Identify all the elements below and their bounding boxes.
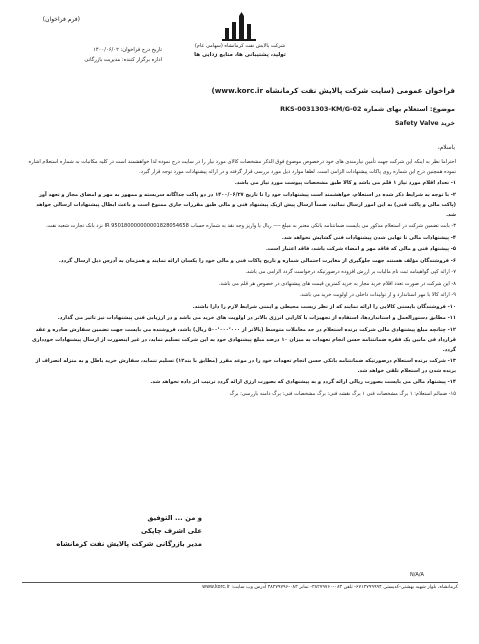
- list-item: ۱۰- فروشندگان بایستی کالایی را ارائه نمایند که از نظر زیست محیطی و ایمنی شرایط لازم را دارا باشند.: [192, 303, 456, 310]
- signature-block: [52, 512, 202, 551]
- header-meta: [22, 45, 162, 65]
- notice-body: [26, 158, 456, 401]
- signatory-name: علی اشرف چاپکی: [141, 527, 202, 535]
- signature-closing: و من ... التوفیق: [147, 514, 202, 522]
- reference-mark: N/A/A: [410, 572, 424, 578]
- refinery-logo-icon: [219, 12, 259, 42]
- list-item: ۱۲- چنانچه مبلغ پیشنهادی مالی شرکت برنده استعلام در حد معاملات متوسط (بالاتر از ۵۰۰٬۰۰۰٬۰۰۰ ریال) باشد، فروشنده می بایست جهت تضمین سفارش صادره و عقد قرارداد فی مابین یک فقره ضمانتنامه حسن انجام تعهدات به میزان ۱۰ درصد مبلغ پیشنهادی خود به این شرکت تسلیم نماید، در غیر اینصورت از ارسال پیشنهادات خودداری گردد.: [31, 326, 456, 353]
- notice-subject: موضوع: استعلام بهای شماره RKS-0031303-KM/G-02: [280, 105, 455, 113]
- list-item: ۸- این شرکت در صورت تعدد اقلام خرید مجاز به خرید کمترین قیمت های پیشنهادی در خصوص هر قلم می باشد.: [218, 280, 456, 287]
- list-item: ۵- پیشنهاد فنی و مالی که فاقد مهر و امضاء شرکت باشد، فاقد اعتبار است.: [265, 246, 456, 253]
- company-name: شرکت پالایش نفت کرمانشاه (سهامی عام): [194, 43, 286, 49]
- list-item: ۶- فروشندگان مؤلف هستند جهت جلوگیری از مغایرت احتمالی شماره و تاریخ پاکات فنی و مالی خود را یکسان ارائه نمایند و همزمان به آدرس ذیل ارسال گردد.: [58, 257, 456, 264]
- footer-divider: [22, 582, 458, 583]
- list-item: ۲- با توجه به شرایط ذکر شده در استعلام، خواهشمند است پیشنهادات خود را تا تاریخ ۱۴۰۰/۰۶/۲۷ در دو پاکت جداگانه سربسته و ممهور به مهر و امضای مجاز و تعهد آور (پاکت مالی و پاکت فنی) به این امور ارسال نمائید، ضمناً ارسال پیش ازیک پیشنهاد فنی و مالی طبق مقررات جاری ممنوع است و باعث ابطال پیشنهادات ارسالی خواهد شد.: [36, 191, 456, 218]
- greeting: باسلام،: [437, 145, 455, 151]
- notice-title: فراخوان عمومی (سایت شرکت پالایش نفت کرمانشاه www.korc.ir): [211, 86, 455, 95]
- intro-paragraph: احتراما نظر به اینکه این شرکت جهت تأمین نیازمندی های خود درخصوص موضوع فوق الذکر مشخصات کالای مورد نیاز را در سایت درج نموده لذا خواهشمند است در کلیه مکاتبات به شماره استعلام اشاره نموده همچنین درج این شماره روی پاکات پیشنهادات الزامی است. لطفا موارد ذیل مورد بررسی قرار گرفته و در ارائه پیشنهادات مورد توجه قرار گیرد.: [28, 159, 456, 175]
- list-item: ۹- ارائه کالا با مهر استاندارد و از تولیدات داخلی در اولویت خرید می باشد.: [299, 292, 456, 299]
- attachments-line: ۱۵- ضمائم استعلام: ۱ برگ مشخصات فنی ۱ برگ نقشه فنی: برگ مشخصات فنی: برگ دامنه بازرسی: برگ: [229, 390, 456, 397]
- list-item: ۴- پیشنهادات مالی تا نهایی شدن پیشنهادات فنی گشایش نخواهد شد.: [281, 234, 456, 241]
- list-item: ۱۳- شرکت برنده استعلام درصورتیکه ضمانتنامه بانکی حسن انجام تعهدات خود را در موعد مقرر (مطابق با بند۱۲) تسلیم ننماید، سفارش خرید باطل و به منزله انصراف از برنده شدن در استعلام تلقی خواهد شد.: [35, 358, 456, 374]
- date-label: تاریخ درج فراخوان: ۱۴۰۰/۰۶/۰۲: [93, 47, 162, 53]
- form-tag: (فرم فراخوان): [42, 16, 80, 23]
- department-line: تولید، پشتیبانی ها، منابع زدایی ها: [194, 52, 286, 58]
- list-item: ۱۴- پیشنهاد مالی می بایست بصورت ریالی ارائه گردد و به پیشنهادی که بصورت ارزی ارائه گردد ترتیب اثر داده نخواهد شد.: [150, 379, 456, 386]
- list-item: ۷- ارائه کپی گواهینامه ثبت نام مالیات بر ارزش افزوده درصورتیکه درخواست گردد الزامی می باشد.: [245, 269, 456, 276]
- list-item: ۱- تعداد اقلام مورد نیاز ۱ قلم می باشد و کالا طبق مشخصات پیوست مورد نیاز می باشد.: [234, 180, 456, 187]
- organizer-label: اداره برگزار کننده: مدیریت بازرگانی: [84, 57, 162, 63]
- list-item: ۱۱- مطابق دستورالعمل و استاندارد‌ها، استفاده از تجهیزات با کارایی انرژی بالاتر در اولویت های خرید می باشد و در ارزیابی فنی پیشنهادات نیز تاثیر می گذارد.: [57, 315, 456, 322]
- buy-label: خرید Safety Valve: [394, 120, 455, 127]
- list-item: ۳- بابت تضمین شرکت در استعلام مذکور می بایست ضمانتنامه بانکی معتبر به مبلغ ---- ریال یا واریز وجه نقد به شماره حساب IR 950180000000001828054658 نزد بانک تجارت شعبه نفت.: [45, 223, 456, 230]
- signatory-title: مدیر بازرگانی شرکت پالایش نفت کرمانشاه: [56, 540, 202, 548]
- footer-address: کرمانشاه، بلوار شهید بهشتی-کدپستی ۶۷۱۴۷۹۹۹۹۴- تلفن ۰۸۳-۳۸۲۷۹۷۶۰- نمابر ۰۸۳-۳۸۲۷۹۷۹۶ آدرس وب سایت: www.korc.ir: [202, 585, 458, 590]
